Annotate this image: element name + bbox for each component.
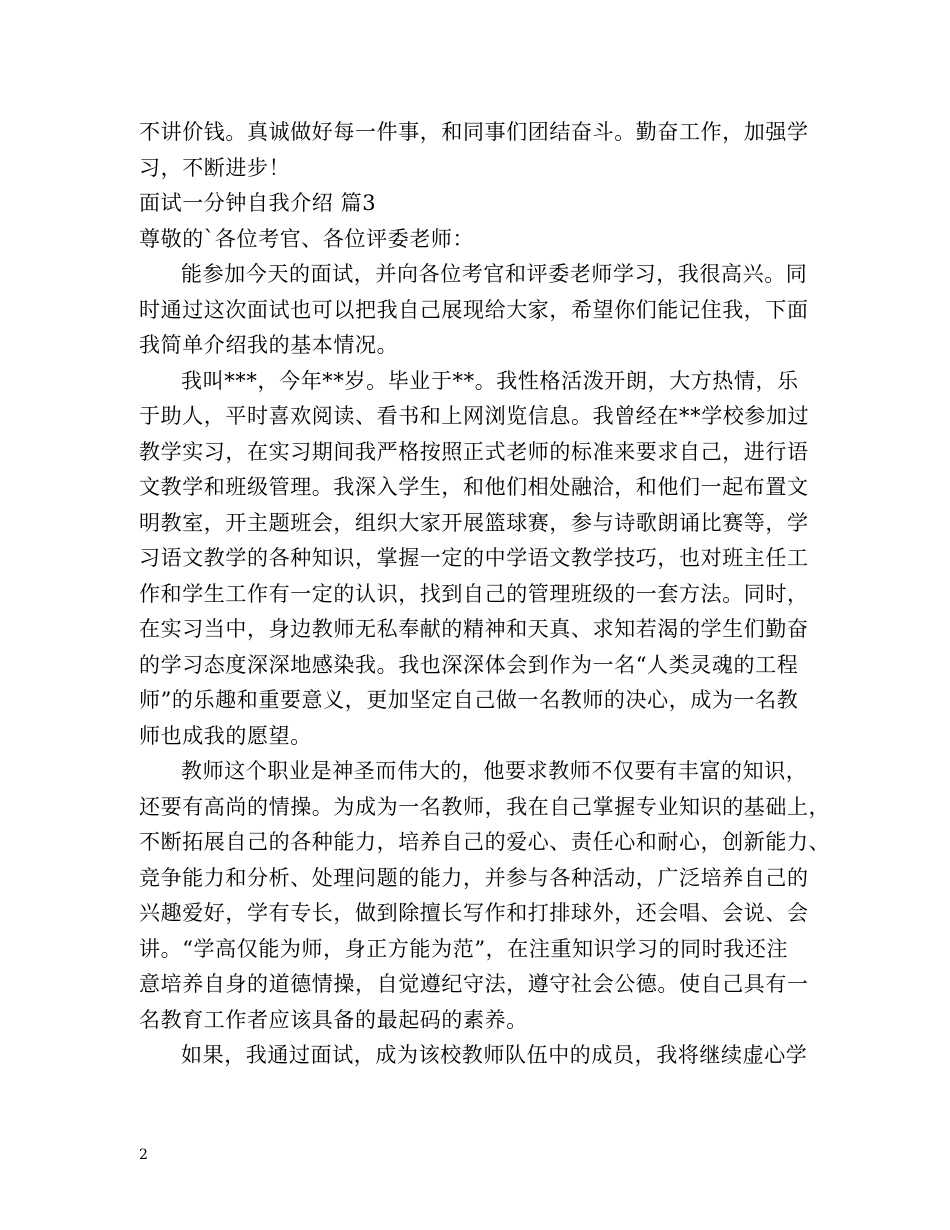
text-line: 明教室，开主题班会，组织大家开展篮球赛，参与诗歌朗诵比赛等，学 — [139, 511, 809, 535]
text-line: 还要有高尚的情操。为成为一名教师，我在自己掌握专业知识的基础上， — [139, 795, 831, 819]
paragraph-start-line: 如果，我通过面试，成为该校教师队伍中的成员，我将继续虚心学 — [181, 1043, 808, 1067]
text-line: 不讲价钱。真诚做好每一件事，和同事们团结奋斗。勤奋工作，加强学 — [139, 120, 809, 144]
text-line: 名教育工作者应该具备的最起码的素养。 — [139, 1008, 528, 1032]
text-line: 师也成我的愿望。 — [139, 724, 312, 748]
text-line: 竞争能力和分析、处理问题的能力，并参与各种活动，广泛培养自己的 — [139, 866, 809, 890]
text-line: 的学习态度深深地感染我。我也深深体会到作为一名“人类灵魂的工程 — [139, 653, 799, 677]
paragraph-start-line: 能参加今天的面试，并向各位考官和评委老师学习，我很高兴。同 — [181, 262, 808, 286]
text-line: 兴趣爱好，学有专长，做到除擅长写作和打排球外，还会唱、会说、会 — [139, 901, 809, 925]
text-line: 不断拓展自己的各种能力，培养自己的爱心、责任心和耐心，创新能力、 — [139, 830, 831, 854]
paragraph-start-line: 我叫***，今年**岁。毕业于**。我性格活泼开朗，大方热情，乐 — [181, 369, 799, 393]
text-line: 意培养自身的道德情操，自觉遵纪守法，遵守社会公德。使自己具有一 — [139, 972, 809, 996]
paragraph-start-line: 教师这个职业是神圣而伟大的，他要求教师不仅要有丰富的知识， — [181, 759, 808, 783]
text-line: 作和学生工作有一定的认识，找到自己的管理班级的一套方法。同时， — [139, 582, 809, 606]
text-line: 讲。“学高仅能为师，身正方能为范”，在注重知识学习的同时我还注 — [139, 937, 789, 961]
text-line: 教学实习，在实习期间我严格按照正式老师的标准来要求自己，进行语 — [139, 440, 809, 464]
text-line: 文教学和班级管理。我深入学生，和他们相处融洽，和他们一起布置文 — [139, 475, 809, 499]
text-line: 习，不断进步！ — [139, 156, 291, 180]
text-line: 在实习当中，身边教师无私奉献的精神和天真、求知若渴的学生们勤奋 — [139, 617, 809, 641]
text-line: 我简单介绍我的基本情况。 — [139, 333, 399, 357]
section-heading: 面试一分钟自我介绍 篇3 — [139, 191, 377, 215]
text-line: 于助人，平时喜欢阅读、看书和上网浏览信息。我曾经在**学校参加过 — [139, 404, 810, 428]
page-number: 2 — [139, 1147, 148, 1163]
text-line: 师”的乐趣和重要意义，更加坚定自己做一名教师的决心，成为一名教 — [139, 688, 799, 712]
text-line: 习语文教学的各种知识，掌握一定的中学语文教学技巧，也对班主任工 — [139, 546, 809, 570]
text-line: 时通过这次面试也可以把我自己展现给大家，希望你们能记住我，下面 — [139, 298, 809, 322]
salutation-line: 尊敬的`各位考官、各位评委老师： — [139, 227, 475, 251]
